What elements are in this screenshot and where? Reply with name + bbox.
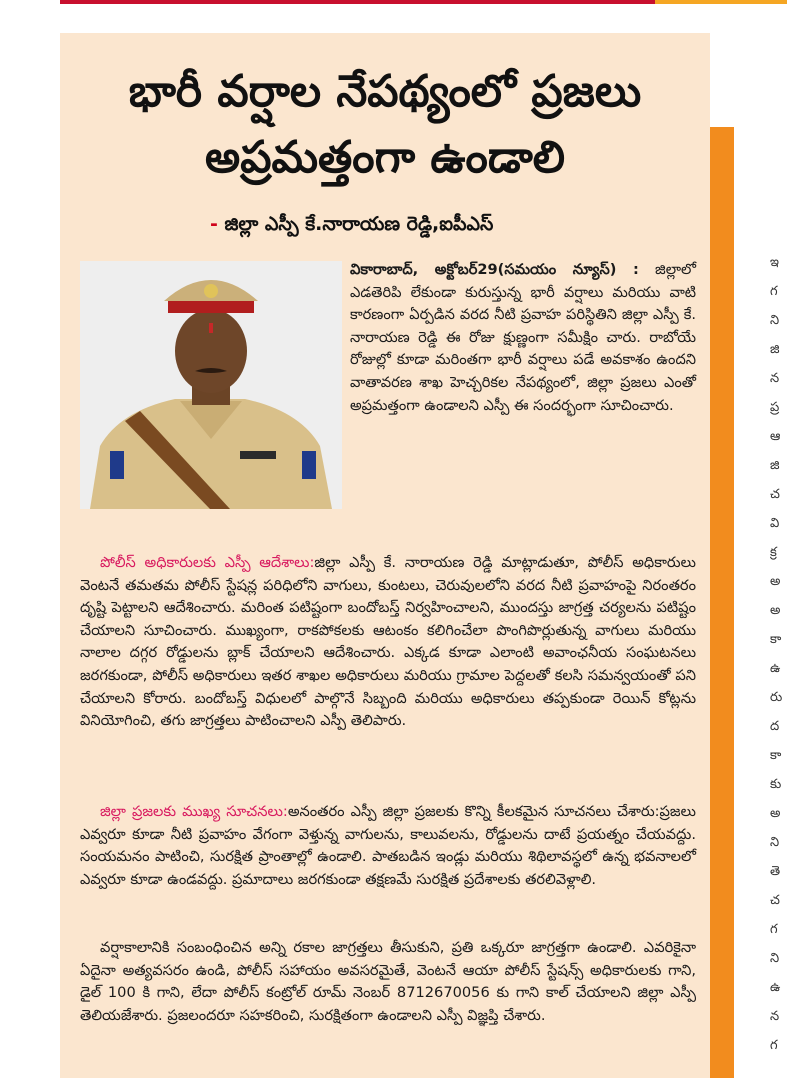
adjacent-column-glyph: ద xyxy=(770,719,780,734)
article-paragraph-closing xyxy=(80,937,696,1027)
top-color-bar-accent xyxy=(655,0,787,4)
dateline: వికారాబాద్, అక్టోబర్29(సమయం న్యూస్) : xyxy=(350,261,639,278)
adjacent-column-orange-strip xyxy=(710,127,734,1078)
adjacent-column-glyph: ని xyxy=(770,835,780,850)
subheading-police-orders: పోలీస్ అధికారులకు ఎస్పీ ఆదేశాలు: xyxy=(100,554,315,571)
adjacent-column-glyph: రు xyxy=(770,690,783,705)
adjacent-column-glyph: ప్ర xyxy=(770,400,780,415)
adjacent-column-glyph: ని xyxy=(770,313,780,328)
article-clipping xyxy=(60,33,710,1078)
adjacent-column-glyph: న xyxy=(770,1009,780,1024)
officer-photo xyxy=(80,261,342,509)
adjacent-column-glyph: ఉ xyxy=(770,661,781,676)
paragraph-public-advice-text: అనంతరం ఎస్పీ జిల్లా ప్రజలకు కొన్ని కీలకమైన సూచనలు చేశారు:ప్రజలు ఎవ్వరూ కూడా నీటి ప్రవాహం వేగంగా వెళ్తున్న వాగులను, కాలువలను, రోడ్డులను దాటే ప్రయత్నం చేయవద్దు. సంయమనం పాటించి, సురక్షిత ప్రాంతాల్లో ఉండాలి. పాతబడిన ఇండ్లు మరియు శిథిలావస్థలో ఉన్న భవనాలలో ఎవ్వరూ కూడా ఉండవద్దు. ప్రమాదాలు జరగకుండా తక్షణమే సురక్షిత ప్రదేశాలకు తరలివెళ్లాలి. xyxy=(80,803,696,888)
adjacent-column-glyph: తె xyxy=(770,864,781,879)
adjacent-column-glyph: అ xyxy=(770,806,781,821)
article-lead-paragraph xyxy=(350,259,696,417)
paragraph-police-orders-text: జిల్లా ఎస్పీ కే. నారాయణ రెడ్డి మాట్లాడుతూ, పోలీస్ అధికారులు వెంటనే తమతమ పోలీస్ స్టేషన్ల పరిధిలోని వాగులు, కుంటలు, చెరువులలోని వరద నీటి ప్రవాహంపై నిరంతరం దృష్టి పెట్టాలని ఆదేశించారు. మరింత పటిష్టంగా బందోబస్త్ నిర్వహించాలని, ముందస్తు జాగ్రత్త చర్యలను పటిష్టం చేయాలని సూచించారు. ముఖ్యంగా, రాకపోకలకు ఆటంకం కలిగించేలా పొంగిపొర్లుతున్న వాగులు మరియు నాలాల దగ్గర రోడ్డులను బ్లాక్ చేయాలని ఆదేశించారు. ఎక్కడ కూడా ఎలాంటి అవాంఛనీయ సంఘటనలు జరగకుండా, పోలీస్ అధికారులు ఇతర శాఖల అధికారులు మరియు గ్రామాల పెద్దలతో కలసి సమన్వయంతో పని చేయాలని కోరారు. బందోబస్త్ విధులలో పాల్గొనే సిబ్బంది మరియు అధికారులు తప్పకుండా రెయిన్ కోట్లను వినియోగించి, తగు జాగ్రత్తలు పాటించాలని ఎస్పీ తెలిపారు. xyxy=(80,554,696,730)
adjacent-column-glyph: ఆ xyxy=(770,429,781,444)
adjacent-column-glyph: గ xyxy=(770,1038,778,1053)
article-paragraph-public-advice xyxy=(80,801,696,891)
adjacent-column-glyph: చ xyxy=(770,893,780,908)
adjacent-column-glyph: ఉ xyxy=(770,980,781,995)
adjacent-column-glyph: అ xyxy=(770,574,781,589)
adjacent-column-glyph: వి xyxy=(770,516,780,531)
adjacent-column-glyph: జి xyxy=(770,458,780,473)
adjacent-column-glyph: జి xyxy=(770,342,780,357)
adjacent-column-glyph: అ xyxy=(770,603,781,618)
subheading-public-advice: జిల్లా ప్రజలకు ముఖ్య సూచనలు: xyxy=(100,803,288,820)
byline xyxy=(210,213,493,240)
headline-line-1: భారీ వర్షాల నేపథ్యంలో ప్రజలు xyxy=(128,66,642,117)
headline-line-2: అప్రమత్తంగా ఉండాలి xyxy=(205,132,565,183)
adjacent-column-glyph: న xyxy=(770,371,780,386)
article-paragraph-police-orders xyxy=(80,552,696,733)
adjacent-column-glyph: కా xyxy=(770,632,782,647)
adjacent-column-glyph: గ xyxy=(770,922,778,937)
adjacent-column-glyph: గ xyxy=(770,284,778,299)
adjacent-column-glyph: కు xyxy=(770,777,782,792)
adjacent-column-glyph: ఇ xyxy=(770,255,779,270)
lead-text: జిల్లాలో ఎడతెరిపి లేకుండా కురుస్తున్న భారీ వర్షాలు మరియు వాటి కారణంగా ఏర్పడిన వరద నీటి ప్రవాహ పరిస్థితిని జిల్లా ఎస్పీ కే. నారాయణ రెడ్డి ఈ రోజు క్షుణ్ణంగా సమీక్షిం చారు. రాబోయే రోజుల్లో కూడా మరింతగా భారీ వర్షాలు పడే అవకాశం ఉందని వాతావరణ శాఖ హెచ్చరికల నేపథ్యంలో, జిల్లా ప్రజలు ఎంతో అప్రమత్తంగా ఉండాలని ఎస్పీ ఈ సందర్భంగా సూచించారు. xyxy=(350,261,696,414)
adjacent-column-glyph: క్ర xyxy=(770,545,777,560)
byline-author: జిల్లా ఎస్పీ కే.నారాయణ రెడ్డి,ఐపీఎస్ xyxy=(224,213,494,235)
paragraph-closing-text: వర్షాకాలానికి సంబంధించిన అన్ని రకాల జాగ్రత్తలు తీసుకుని, ప్రతి ఒక్కరూ జాగ్రత్తగా ఉండాలి. ఎవరికైనా ఏదైనా అత్యవసరం ఉండి, పోలీస్ సహాయం అవసరమైతే, వెంటనే ఆయా పోలీస్ స్టేషన్స్ అధికారులకు గాని, డైల్ 100 కి గాని, లేదా పోలీస్ కంట్రోల్ రూమ్ నెంబర్ 8712670056 కు గాని కాల్ చేయాలని జిల్లా ఎస్పీ తెలియజేశారు. ప్రజలందరూ సహకరించి, సురక్షితంగా ఉండాలని ఎస్పీ విజ్ఞప్తి చేశారు. xyxy=(80,939,696,1024)
adjacent-column-glyph: కా xyxy=(770,748,782,763)
officer-portrait-illustration xyxy=(80,261,342,509)
byline-dash: - xyxy=(210,213,218,235)
adjacent-column-glyph: చ xyxy=(770,487,780,502)
adjacent-column-glyph: ని xyxy=(770,951,780,966)
